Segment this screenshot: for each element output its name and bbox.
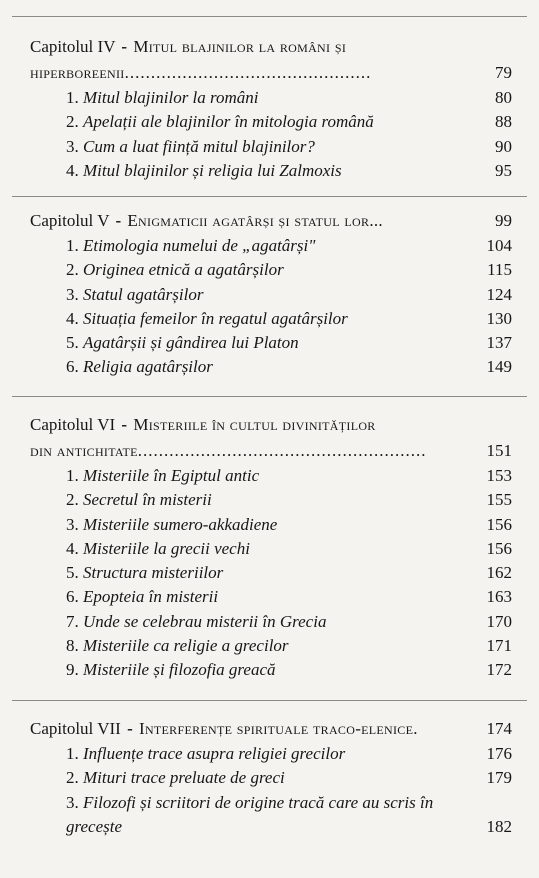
chapter-page-number: 151 [486,441,512,460]
chapter-page-number: 99 [495,211,512,230]
section-page-number: 104 [486,236,512,255]
section-number: 3. [66,284,79,304]
section-page-number: 153 [486,466,512,485]
section-list [30,464,512,683]
section-number: 8. [66,636,79,656]
section-title: Mitul blajinilor la români [83,88,259,107]
section-title: Secretul în misterii [83,490,212,510]
section-number: 9. [66,660,79,680]
section-page-number: 130 [486,308,512,328]
section-item [66,634,512,658]
chapter-heading [30,716,512,742]
section-number: 1. [66,744,79,763]
section-item [66,585,512,609]
chapter-iv [30,34,512,183]
chapter-title: Misteriile în cultul divinităților [133,415,376,434]
section-title: Misteriile sumero-akkadiene [83,514,278,534]
section-item [66,742,512,766]
section-title: Cum a luat ființă mitul blajinilor? [83,136,315,156]
section-page-number: 80 [495,88,512,107]
section-item [66,135,512,159]
chapter-label: Capitolul VI [30,415,116,434]
section-item [66,464,512,488]
chapter-title-cont: hiperboreenii [30,63,125,82]
chapter-v [30,208,512,380]
chapter-vi [30,412,512,683]
section-title: Influențe trace asupra religiei grecilor [83,744,346,763]
chapter-title: Mitul blajinilor la români și [133,37,347,56]
section-title: Situația femeilor în regatul agatârșilor [83,308,348,328]
section-title: Structura misteriilor [83,563,224,583]
chapter-separator: - [115,211,122,230]
section-page-number: 156 [486,538,512,558]
section-number: 3. [66,792,79,812]
section-item [66,610,512,634]
section-title: Unde se celebrau misterii în Grecia [83,611,327,631]
section-number: 3. [66,136,79,156]
chapter-divider [12,396,527,397]
chapter-label: Capitolul V [30,211,110,230]
leader-dots: ....................................................... [137,441,427,460]
section-item [66,513,512,537]
section-page-number: 88 [495,112,512,132]
section-item [66,355,512,379]
chapter-separator: - [127,719,133,738]
section-page-number: 163 [486,587,512,607]
section-title: Agatârșii și gândirea lui Platon [83,333,299,353]
section-title: Epopteia în misterii [83,587,219,607]
section-number: 1. [66,88,79,107]
section-page-number: 170 [486,611,512,631]
section-page-number: 149 [486,357,512,377]
section-title: Misteriile ca religie a grecilor [83,636,289,656]
section-number: 7. [66,611,79,631]
section-item [66,658,512,682]
section-page-number: 162 [486,563,512,583]
section-number: 4. [66,160,79,180]
section-number: 1. [66,466,79,485]
chapter-label: Capitolul VII [30,719,121,738]
chapter-heading [30,412,512,438]
section-title: Religia agatârșilor [83,357,213,377]
section-page-number: 115 [487,260,512,280]
section-item [66,234,512,258]
section-item [66,110,512,134]
section-page-number: 172 [486,660,512,680]
section-title: Etimologia numelui de „agatârși" [83,236,316,255]
section-title: Statul agatârșilor [83,284,204,304]
section-number: 4. [66,538,79,558]
chapter-title-cont: din antichitate [30,441,138,460]
top-divider [12,16,527,17]
chapter-label: Capitolul IV [30,37,116,56]
section-title: Mituri trace preluate de greci [83,768,285,788]
section-item [66,159,512,183]
section-list [30,86,512,183]
section-list [30,234,512,380]
section-page-number: 155 [486,490,512,510]
chapter-separator: - [121,37,128,56]
section-title: Filozofi și scriitori de origine tracă care au scris în grecește [66,792,434,836]
section-number: 2. [66,112,79,132]
section-item [66,766,512,790]
chapter-page-number: 174 [486,719,512,738]
section-title: Mitul blajinilor și religia lui Zalmoxis [83,160,342,180]
section-item [66,488,512,512]
section-page-number: 182 [486,816,512,836]
section-page-number: 90 [495,136,512,156]
chapter-heading [30,34,512,60]
leader-dots: ............................................... [124,63,372,82]
chapter-divider [12,700,527,701]
section-number: 5. [66,563,79,583]
chapter-separator: - [121,415,128,434]
section-title: Misteriile și filozofia greacă [83,660,276,680]
section-title: Apelații ale blajinilor în mitologia română [83,112,374,132]
section-page-number: 176 [486,744,512,763]
chapter-title: Enigmaticii agatârși și statul lor... [127,211,383,230]
section-number: 4. [66,308,79,328]
section-item [66,283,512,307]
chapter-title: Interferențe spirituale traco-elenice. [139,719,418,738]
chapter-page-number: 79 [495,63,512,82]
section-item [66,307,512,331]
section-item [66,561,512,585]
section-number: 2. [66,768,79,788]
section-number: 5. [66,333,79,353]
chapter-vii [30,716,512,839]
section-item [66,86,512,110]
section-page-number: 179 [486,768,512,788]
section-number: 3. [66,514,79,534]
section-title: Originea etnică a agatârșilor [83,260,284,280]
section-page-number: 95 [495,160,512,180]
section-number: 2. [66,260,79,280]
section-title: Misteriile în Egiptul antic [83,466,260,485]
chapter-heading-continued [30,438,512,464]
section-number: 2. [66,490,79,510]
section-item [66,331,512,355]
section-item [66,537,512,561]
section-page-number: 137 [486,333,512,353]
section-title: Misteriile la grecii vechi [83,538,250,558]
section-item [66,258,512,282]
section-page-number: 171 [486,636,512,656]
chapter-heading-continued [30,60,512,86]
section-item [66,791,512,840]
section-number: 6. [66,357,79,377]
section-page-number: 156 [486,514,512,534]
chapter-divider [12,196,527,197]
section-page-number: 124 [486,284,512,304]
section-number: 6. [66,587,79,607]
section-list [30,742,512,839]
chapter-heading [30,208,512,234]
section-number: 1. [66,236,79,255]
